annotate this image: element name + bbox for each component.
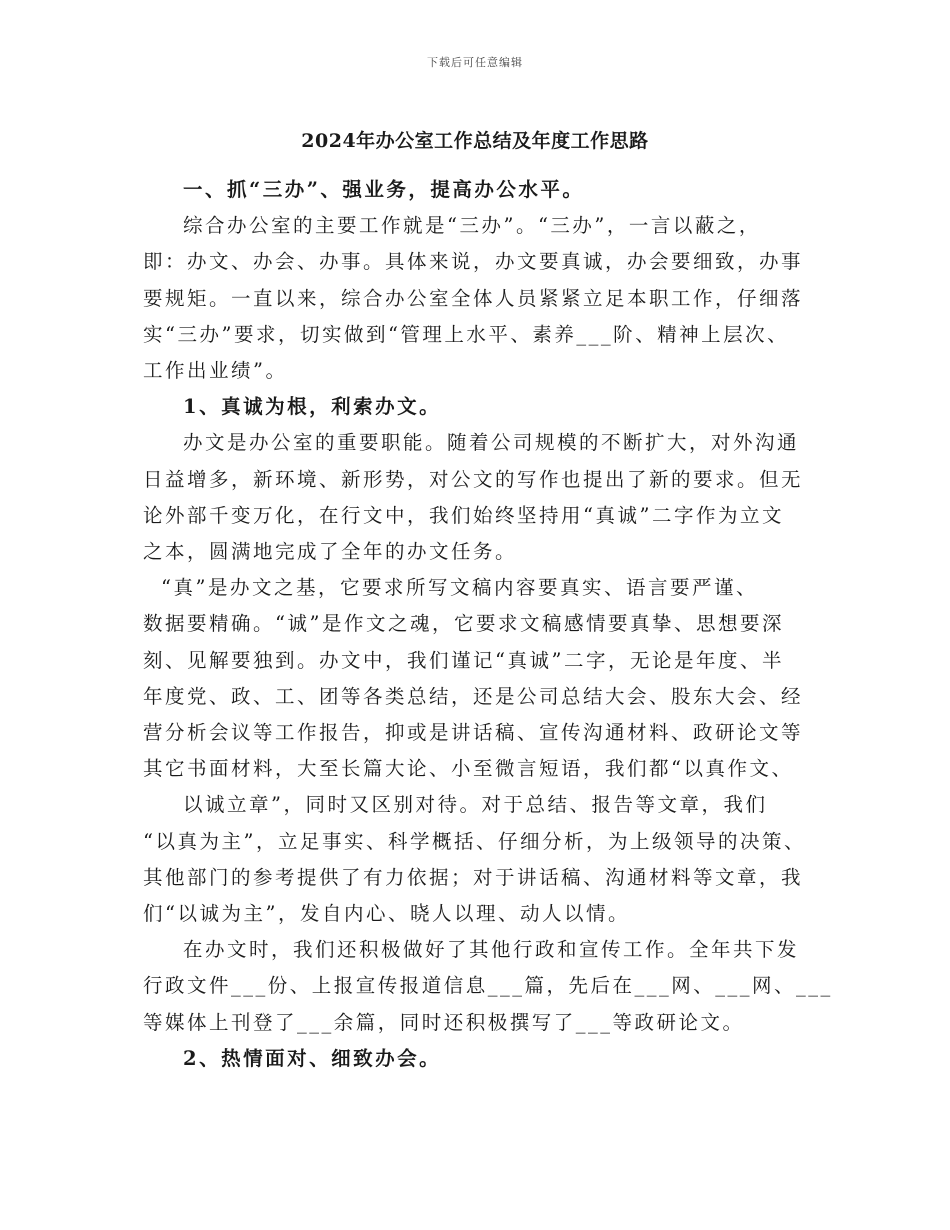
paragraph-line: 等媒体上刊登了___余篇，同时还积极撰写了___等政研论文。 (143, 1010, 745, 1034)
paragraph-line: 以诚立章”，同时又区别对待。对于总结、报告等文章，我们 (183, 793, 768, 817)
paragraph-line: 论外部千变万化，在行文中，我们始终坚持用“真诚”二字作为立文 (143, 503, 784, 527)
paragraph-3 (143, 570, 813, 787)
paragraph-line: 实“三办”要求，切实做到“管理上水平、素养___阶、精神上层次、 (143, 322, 790, 346)
paragraph-line: 即：办文、办会、办事。具体来说，办文要真诚，办会要细致，办事 (143, 250, 804, 274)
paragraph-1 (143, 208, 813, 389)
paragraph-line: 营分析会议等工作报告，抑或是讲话稿、宣传沟通材料、政研论文等 (143, 721, 804, 745)
section-heading-1: 一、抓“三办”、强业务，提高办公水平。 (183, 178, 585, 201)
paragraph-line: 日益增多，新环境、新形势，对公文的写作也提出了新的要求。但无 (143, 467, 804, 491)
paragraph-line: 其他部门的参考提供了有力依据；对于讲话稿、沟通材料等文章，我 (143, 865, 804, 889)
section-heading-2: 1、真诚为根，利索办文。 (183, 395, 442, 419)
paragraph-line: 其它书面材料，大至长篇大论、小至微言短语，我们都“以真作文、 (143, 757, 794, 781)
paragraph-line: “以真为主”，立足事实、科学概括、仔细分析，为上级领导的决策、 (143, 829, 806, 853)
document-title: 2024年办公室工作总结及年度工作思路 (301, 130, 649, 152)
paragraph-line: 办文是办公室的重要职能。随着公司规模的不断扩大，对外沟通 (183, 431, 800, 455)
paragraph-line: 行政文件___份、上报宣传报道信息___篇，先后在___网、___网、___ (143, 974, 833, 998)
paragraph-line: 刻、见解要独到。办文中，我们谨记“真诚”二字，无论是年度、半 (143, 648, 784, 672)
paragraph-line: 要规矩。一直以来，综合办公室全体人员紧紧立足本职工作，仔细落 (143, 286, 804, 310)
paragraph-line: 综合办公室的主要工作就是“三办”。“三办”，一言以蔽之， (183, 214, 761, 238)
paragraph-line: 们“以诚为主”，发自内心、晓人以理、动人以情。 (143, 902, 630, 926)
paragraph-5 (143, 932, 833, 1041)
paragraph-line: 之本，圆满地完成了全年的办文任务。 (143, 540, 518, 564)
section-heading-3: 2、热情面对、细致办会。 (183, 1046, 442, 1070)
paragraph-line: 在办文时，我们还积极做好了其他行政和宣传工作。全年共下发 (183, 938, 800, 962)
paragraph-line: 年度党、政、工、团等各类总结，还是公司总结大会、股东大会、经 (143, 684, 804, 708)
paragraph-4 (143, 787, 813, 932)
paragraph-2 (143, 425, 813, 570)
paragraph-line: 数据要精确。“诚”是作文之魂，它要求文稿感情要真挚、思想要深 (143, 612, 784, 636)
document-body (143, 172, 833, 1077)
paragraph-line: 工作出业绩”。 (143, 359, 288, 383)
paragraph-line: “真”是办文之基，它要求所写文稿内容要真实、语言要严谨、 (161, 576, 758, 600)
header-note: 下载后可任意编辑 (427, 56, 523, 69)
